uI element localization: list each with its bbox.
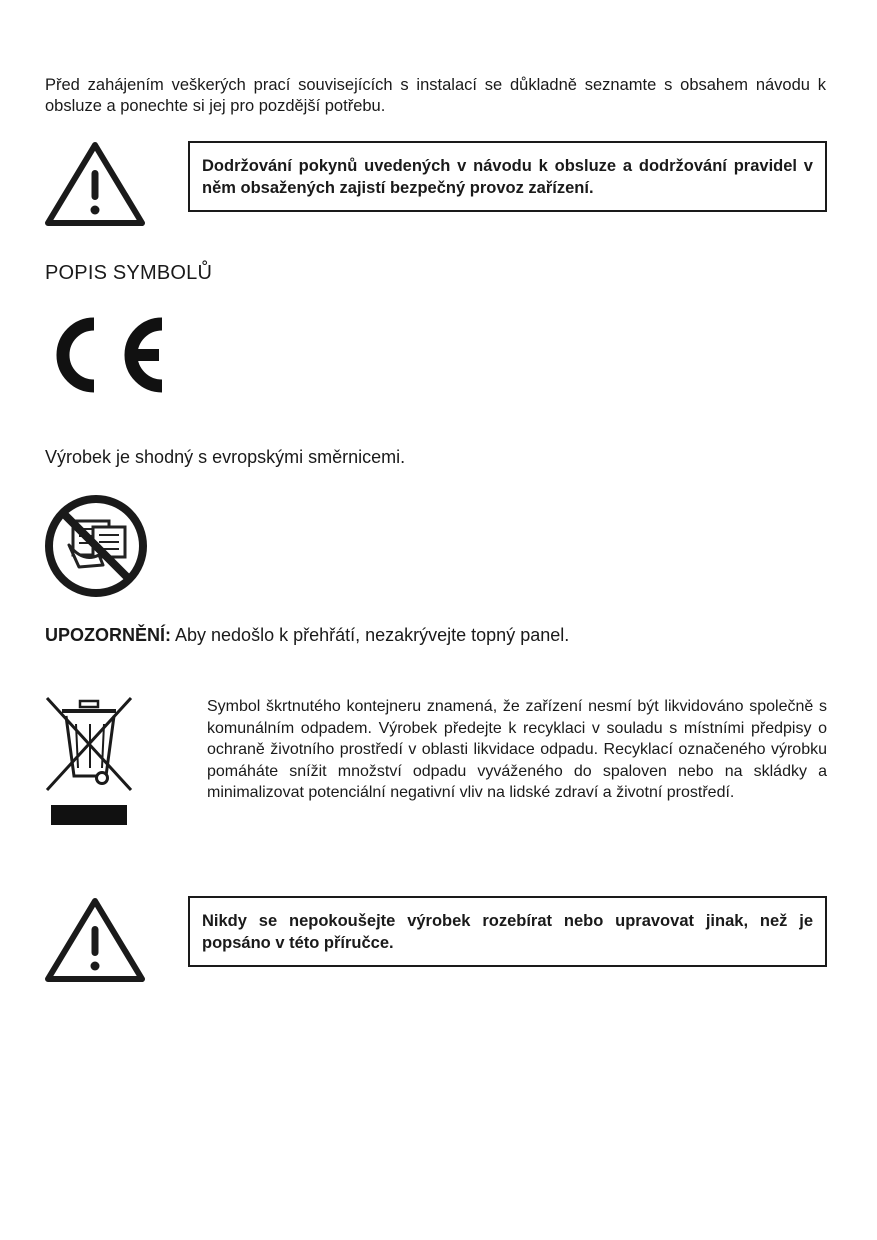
- warning-label: UPOZORNĚNÍ:: [45, 625, 171, 645]
- ce-mark-icon: [44, 312, 166, 398]
- warning-triangle-icon: [43, 140, 147, 230]
- crossed-bin-icon: [44, 696, 134, 794]
- safety-notice-box: [188, 141, 827, 212]
- ce-description: Výrobek je shodný s evropskými směrnicemi.: [45, 447, 406, 467]
- disassembly-warning-text: Nikdy se nepokoušejte výrobek rozebírat nebo upravovat jinak, než je popsáno v této příručce.: [202, 912, 813, 952]
- section-heading: POPIS SYMBOLŮ: [45, 262, 213, 284]
- warning-triangle-icon: [43, 896, 147, 986]
- do-not-cover-icon: [43, 493, 149, 599]
- intro-paragraph: Před zahájením veškerých prací souvisejících s instalací se důkladně seznamte s obsahem návodu k obsluze a ponechte si jej pro pozdější potřebu.: [45, 76, 826, 115]
- bin-bar-mark: [51, 805, 127, 825]
- disassembly-warning-box: [188, 896, 827, 967]
- warning-line: [45, 625, 569, 646]
- safety-notice-text: Dodržování pokynů uvedených v návodu k obsluze a dodržování pravidel v něm obsažených zajistí bezpečný provoz zařízení.: [202, 157, 813, 197]
- warning-text: Aby nedošlo k přehřátí, nezakrývejte topný panel.: [171, 625, 570, 645]
- weee-description: Symbol škrtnutého kontejneru znamená, že zařízení nesmí být likvidováno společně s komunálním odpadem. Výrobek předejte k recyklaci v souladu s místními předpisy o ochraně životního prostředí v oblasti likvidace odpadu. Recyklací označeného výrobku pomáháte snížit množství odpadu vyváženého do spaloven nebo na skládky a minimalizovat potenciální negativní vliv na lidské zdraví a životní prostředí.: [207, 698, 827, 802]
